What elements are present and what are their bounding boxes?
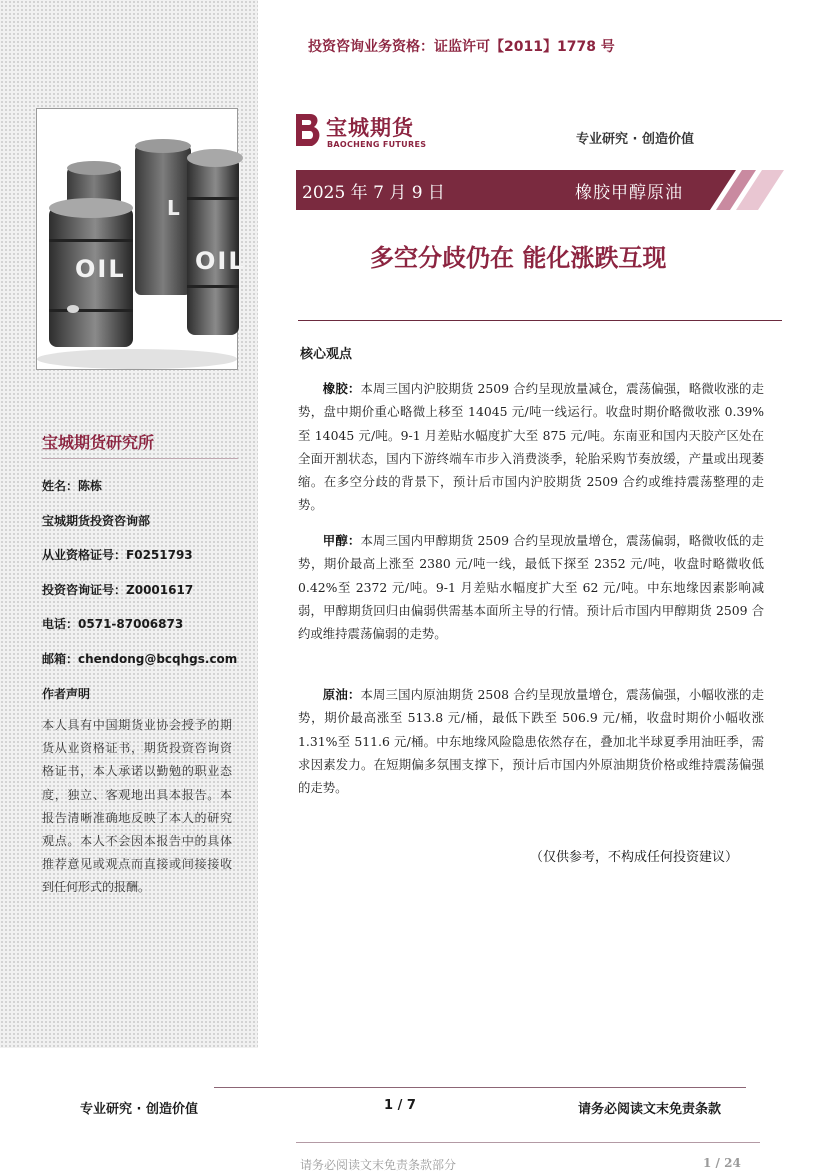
drum-label-2: OIL [195,247,246,275]
sidebar-divider [42,458,238,459]
phone-label: 电话： [42,617,79,631]
report-category: 橡胶甲醇原油 [575,183,683,203]
advisory-cert-label: 投资咨询证号： [42,583,127,597]
qualification-cert-label: 从业资格证号： [42,548,127,562]
advisory-cert [42,581,193,598]
author-statement: 本人具有中国期货业协会授予的期货从业资格证书，期货投资咨询资格证书，本人承诺以勤勉的职业态度，独立、客观地出具本报告。本报告清晰准确地反映了本人的研究观点。本人不会因本报告中的具体推荐意见或观点而直接或间接接收到任何形式的报酬。 [42,718,232,895]
drum-label-1: OIL [75,255,126,283]
oil-barrels-illustration [37,109,246,371]
paragraph-lead: 橡胶： [322,381,361,396]
sidebar [0,0,258,1048]
logo-english-name: BAOCHENG FUTURES [327,140,427,149]
paragraph-lead: 原油： [322,687,361,702]
footer-divider [214,1087,746,1088]
license-line: 投资咨询业务资格：证监许可【2011】1778 号 [308,39,615,55]
disclaimer: （仅供参考，不构成任何投资建议） [530,850,739,865]
paragraph-lead: 甲醇： [322,533,361,548]
paragraph-text: 本周三国内原油期货 2508 合约呈现放量增仓，震荡偏强，小幅收涨的走势，期价最高涨至 513.8 元/桶，最低下跌至 506.9 元/桶，收盘时期价小幅收涨 1.31%至 511.6 元/桶。中东地缘风险隐患依然存在，叠加北半球夏季用油旺季，需求因素发力。在短期偏多氛围支撑下，预计后市国内外原油期货价格或维持震荡偏强的走势。 [298,687,765,796]
title-divider [298,320,782,321]
footer-slogan: 专业研究 · 创造价值 [80,1102,198,1117]
email-value[interactable]: chendong@bcqhgs.com [78,652,238,666]
paragraph-methanol [298,529,764,645]
author-name [42,477,102,494]
footer-notice[interactable]: 请务必阅读文末免责条款 [578,1102,722,1117]
paragraph-text: 本周三国内沪胶期货 2509 合约呈现放量减仓，震荡偏强，略微收涨的走势，盘中期价重心略微上移至 14045 元/吨一线运行。收盘时期价略微收涨 0.39%至 14045 元/吨。9-1 月差贴水幅度扩大至 875 元/吨。东南亚和国内天胶产区处在全面开割状态，国内下游终端车市步入消费淡季，轮胎采购节奏放缓，产量或出现萎缩。在多空分歧的背景下，预计后市国内沪胶期货 2509 合约或维持震荡整理的走势。 [298,381,764,513]
department: 宝城期货投资咨询部 [42,514,151,528]
footer-notice-2: 请务必阅读文末免责条款部分 [300,1158,457,1172]
phone [42,615,183,632]
phone-value: 0571-87006873 [78,617,184,631]
logo-chinese-name: 宝城期货 [326,116,414,140]
paragraph-text: 本周三国内甲醇期货 2509 合约呈现放量增仓，震荡偏弱，略微收低的走势，期价最高上涨至 2380 元/吨一线，最低下探至 2352 元/吨，收盘时略微收低 0.42%至 2372 元/吨。9-1 月差贴水幅度扩大至 62 元/吨。中东地缘因素影响减弱，甲醇期货回归由偏弱供需基本面所主导的行情。预计后市国内甲醇期货 2509 合约或维持震荡偏弱的走势。 [298,533,764,642]
drum-label-3: L [167,196,180,220]
footer-divider-2 [296,1142,760,1143]
report-title: 多空分歧仍在 能化涨跌互现 [370,244,667,272]
author-name-label: 姓名： [42,479,79,493]
section-heading: 核心观点 [300,347,353,362]
page-number-2: 1 / 24 [703,1156,741,1170]
statement-title: 作者声明 [42,687,91,701]
qualification-cert-value: F0251793 [126,548,193,562]
paragraph-rubber [298,377,764,517]
logo-b-icon [294,112,322,150]
oil-barrels-photo [36,108,246,370]
email-label: 邮箱： [42,652,79,666]
report-date: 2025 年 7 月 9 日 [302,183,445,203]
page-number: 1 / 7 [384,1098,416,1113]
header-slogan: 专业研究 · 创造价值 [576,132,694,147]
email [42,650,237,667]
author-name-value: 陈栋 [78,479,103,493]
institute-name: 宝城期货研究所 [42,433,155,452]
paragraph-crude-oil [298,683,764,799]
advisory-cert-value: Z0001617 [126,583,194,597]
company-logo [294,112,444,152]
qualification-cert [42,546,193,563]
